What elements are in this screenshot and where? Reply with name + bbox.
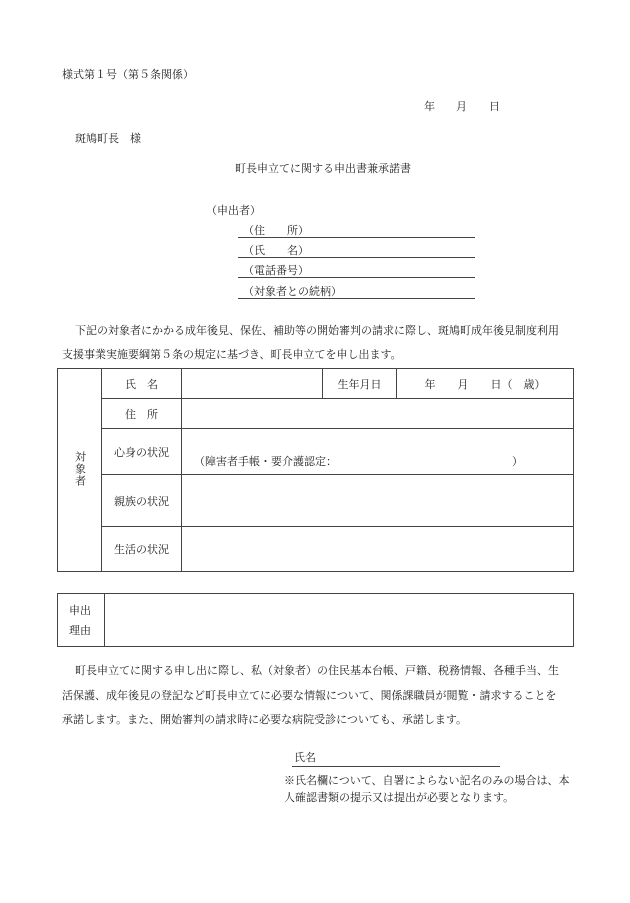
- subject-label-text: 対象者: [73, 450, 87, 487]
- condition-field[interactable]: [182, 429, 574, 475]
- birth-field[interactable]: [397, 369, 574, 399]
- signature-note-line2: 人確認書類の提示又は提出が必要となります。: [284, 791, 515, 804]
- date-month: 月: [456, 100, 467, 113]
- name-label: 氏 名: [102, 369, 182, 399]
- date-year: 年: [424, 100, 435, 113]
- applicant-name-field[interactable]: [238, 257, 475, 258]
- address-field[interactable]: [182, 399, 574, 429]
- applicant-address-field[interactable]: [238, 237, 475, 238]
- form-number: 様式第１号（第５条関係）: [62, 68, 194, 81]
- life-label: 生活の状況: [102, 527, 182, 572]
- addressee: 斑鳩町長 様: [75, 132, 141, 145]
- condition-label: 心身の状況: [102, 429, 182, 475]
- signature-field[interactable]: [292, 766, 500, 767]
- applicant-address-label: （住 所）: [243, 224, 309, 237]
- reason-label-line2: 理由: [69, 624, 91, 637]
- birth-label: 生年月日: [323, 369, 397, 399]
- document-title: 町長申立てに関する申出書兼承諾書: [235, 162, 411, 175]
- intro-line-2: 支援事業実施要綱第５条の規定に基づき、町長申立てを申し出ます。: [62, 348, 402, 361]
- birth-value: 年 月 日（ 歳）: [424, 377, 546, 391]
- applicant-phone-label: （電話番号）: [243, 264, 309, 277]
- reason-label: [58, 594, 105, 646]
- address-label: 住 所: [102, 399, 182, 429]
- family-label: 親族の状況: [102, 475, 182, 527]
- reason-field[interactable]: [105, 594, 573, 646]
- consent-line-1: 町長申立てに関する申し出に際し、私（対象者）の住民基本台帳、戸籍、税務情報、各種手当、生: [75, 664, 559, 677]
- reason-box: [57, 593, 574, 647]
- signature-note-line1: ※氏名欄について、自署によらない記名のみの場合は、本: [284, 774, 570, 787]
- subject-table: [57, 368, 574, 572]
- condition-close: ）: [512, 455, 523, 468]
- applicant-heading: （申出者）: [206, 204, 261, 217]
- reason-label-line1: 申出: [69, 604, 91, 617]
- applicant-relation-label: （対象者との続柄）: [243, 285, 342, 298]
- consent-line-2: 活保護、成年後見の登記など町長申立てに必要な情報について、関係課職員が閲覧・請求することを: [62, 689, 557, 702]
- condition-note: （障害者手帳・要介護認定：: [194, 455, 337, 468]
- family-field[interactable]: [182, 475, 574, 527]
- date-day: 日: [489, 100, 500, 113]
- applicant-name-label: （氏 名）: [243, 244, 309, 257]
- consent-line-3: 承諾します。また、開始審判の請求時に必要な病院受診についても、承諾します。: [62, 713, 468, 726]
- subject-section-label: [58, 369, 102, 572]
- intro-line-1: 下記の対象者にかかる成年後見、保佐、補助等の開始審判の請求に際し、斑鳩町成年後見制度利用: [75, 324, 559, 337]
- life-field[interactable]: [182, 527, 574, 572]
- applicant-relation-field[interactable]: [238, 298, 475, 299]
- name-field[interactable]: [182, 369, 323, 399]
- signature-label: 氏名: [294, 751, 316, 764]
- applicant-phone-field[interactable]: [238, 277, 475, 278]
